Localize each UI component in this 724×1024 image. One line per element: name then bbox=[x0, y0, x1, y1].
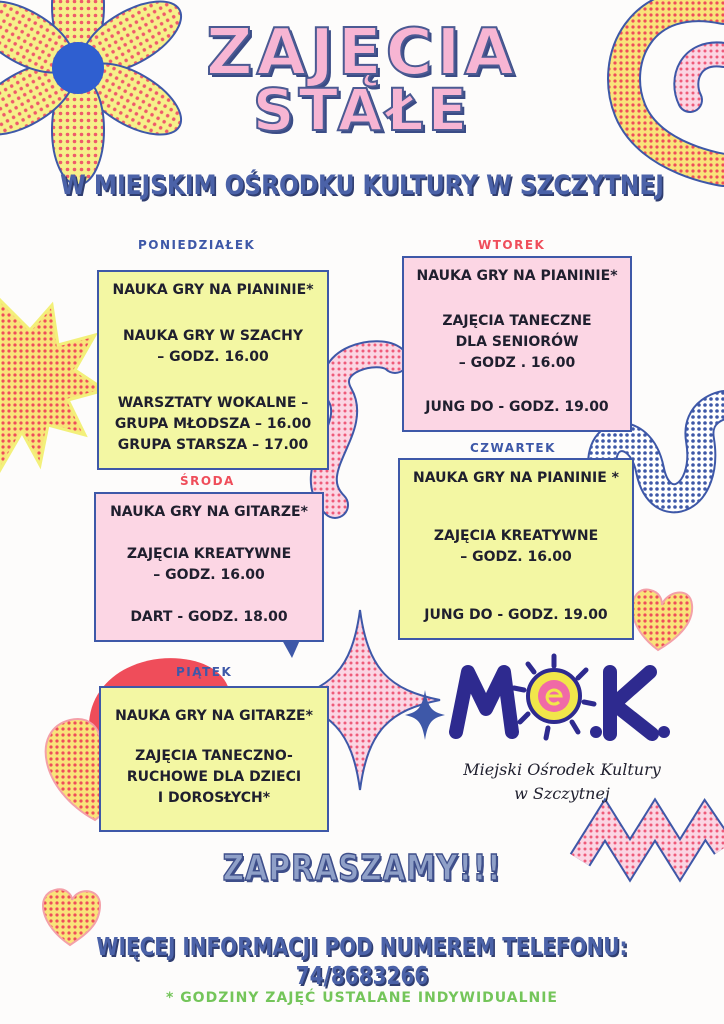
schedule-box-piatek bbox=[99, 686, 329, 832]
logo-caption-line-2: w Szczytnej bbox=[514, 784, 610, 803]
day-label-czwartek: CZWARTEK bbox=[470, 441, 556, 455]
schedule-item: ZAJĘCIA KREATYWNE – GODZ. 16.00 bbox=[126, 546, 292, 583]
phone-info: WIĘCEJ INFORMACJI POD NUMEREM TELEFONU: 74/8683266 bbox=[96, 932, 628, 990]
schedule-item: DART - GODZ. 18.00 bbox=[130, 609, 288, 625]
logo-caption-line-1: Miejski Ośrodek Kultury bbox=[463, 760, 661, 779]
schedule-item: ZAJĘCIA TANECZNE DLA SENIORÓW – GODZ . 16.00 bbox=[442, 312, 592, 371]
schedule-item: JUNG DO - GODZ. 19.00 bbox=[425, 399, 609, 415]
schedule-box-poniedzialek bbox=[97, 270, 329, 470]
schedule-item: NAUKA GRY NA PIANINIE* bbox=[112, 282, 314, 298]
squiggle-shape bbox=[324, 354, 395, 505]
subtitle: W MIEJSKIM OŚRODKU KULTURY W SZCZYTNEJ bbox=[60, 170, 664, 201]
day-label-piatek: PIĄTEK bbox=[176, 665, 233, 679]
day-label-poniedzialek: PONIEDZIAŁEK bbox=[138, 238, 256, 252]
bubble-tail bbox=[282, 640, 300, 658]
day-label-sroda: ŚRODA bbox=[180, 474, 235, 488]
title-line-2: STAŁE bbox=[252, 76, 472, 144]
mok-logo bbox=[448, 654, 678, 764]
schedule-box-wtorek bbox=[402, 256, 632, 432]
schedule-item: ZAJĘCIA TANECZNO- RUCHOWE DLA DZIECI I DOROSŁYCH* bbox=[126, 747, 302, 806]
schedule-item: WARSZTATY WOKALNE – GRUPA MŁODSZA – 16.00 GRUPA STARSZA – 17.00 bbox=[114, 395, 312, 453]
schedule-item: ZAJĘCIA KREATYWNE – GODZ. 16.00 bbox=[433, 528, 599, 565]
schedule-box-sroda bbox=[94, 492, 324, 642]
schedule-item: JUNG DO - GODZ. 19.00 bbox=[424, 607, 608, 623]
schedule-item: NAUKA GRY W SZACHY – GODZ. 16.00 bbox=[122, 328, 304, 365]
schedule-item: NAUKA GRY NA GITARZE* bbox=[115, 707, 313, 724]
title-line-1: ZAJĘCIA bbox=[206, 16, 518, 90]
schedule-item: NAUKA GRY NA GITARZE* bbox=[110, 504, 308, 520]
starburst-shape bbox=[0, 300, 105, 470]
heart-shape bbox=[632, 590, 692, 650]
day-label-wtorek: WTOREK bbox=[478, 238, 546, 252]
schedule-box-czwartek bbox=[398, 458, 634, 640]
invite-heading: ZAPRASZAMY!!! bbox=[222, 848, 502, 889]
schedule-item: NAUKA GRY NA PIANINIE * bbox=[413, 470, 619, 486]
schedule-item: NAUKA GRY NA PIANINIE* bbox=[416, 268, 618, 284]
footnote: * GODZINY ZAJĘĆ USTALANE INDYWIDUALNIE bbox=[166, 990, 558, 1006]
